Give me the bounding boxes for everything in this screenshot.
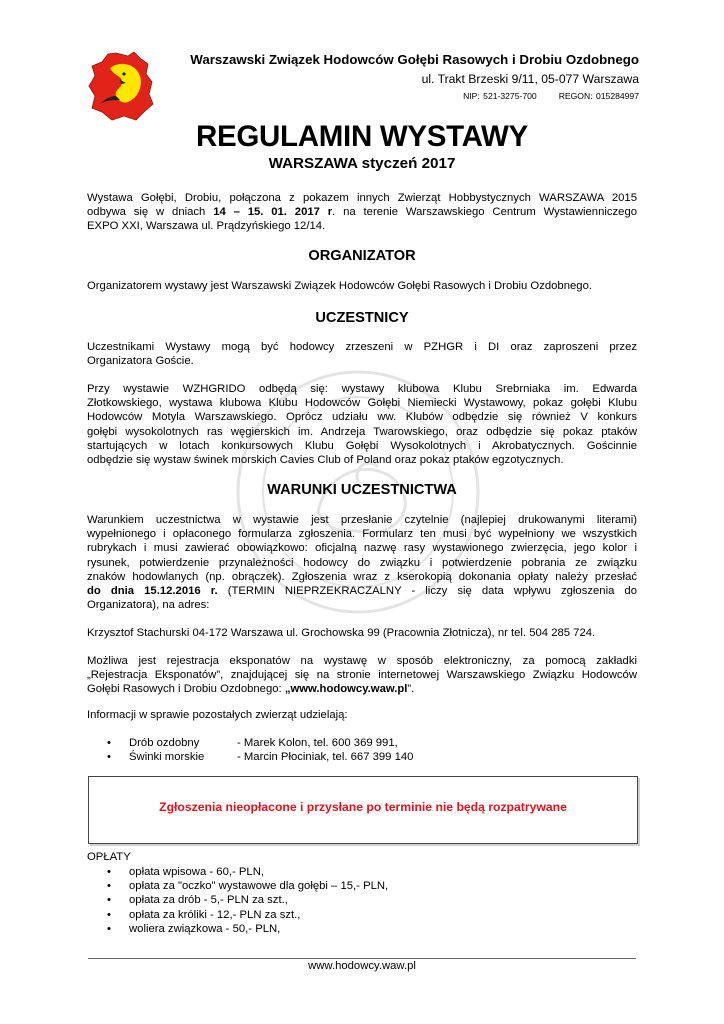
notice-text: Zgłoszenia nieopłacone i przysłane po terminie nie będą rozpatrywane (159, 800, 567, 814)
text-line: startujących w lotach konkursowych Klubu Gołębi Wysokolotnych i Akrobatycznych. Gościnnie (87, 439, 637, 452)
text-line: odbędzie się wystaw świnek morskich Cavies Club of Poland oraz pokaz ptaków egzotycznych. (87, 454, 564, 467)
page-title: REGULAMIN WYSTAWY (196, 120, 528, 153)
text-line: rubrykach i musi zawierać obowiązkowo: oficjalną nazwę rasy wystawionego zwierzęcia, jego kolor i (87, 542, 637, 555)
fee-text: opłata za "oczko" wystawowe dla gołębi – 15,- PLN, (129, 880, 389, 893)
fee-text: opłata wpisowa - 60,- PLN, (129, 866, 265, 878)
contacts-list (107, 736, 413, 764)
intro-line-1: Wystawa Gołębi, Drobiu, połączona z pokazem innych Zwierząt Hobbystycznych WARSZAWA 2015 (87, 192, 637, 204)
text-line: Możliwa jest rejestracja eksponatów na wystawę w sposób elektroniczny, za pomocą zakładki (87, 655, 637, 667)
text-segment: Gołębi Rasowych i Drobiu Ozdobnego: (87, 683, 285, 696)
list-item (107, 908, 388, 922)
bullet: • (107, 908, 111, 921)
online-registration-paragraph (87, 654, 637, 697)
contact-category: Świnki morskie (129, 751, 205, 764)
fee-text: opłata za drób - 5,- PLN za szt., (129, 894, 288, 907)
header-nip: NIP: 521-3275-700 (463, 91, 537, 101)
text-line: rysunek, potwierdzenie przynależności hodowcy do związku i potwierdzenie pobrania ze związku (87, 556, 637, 569)
fees-title: OPŁATY (87, 851, 131, 863)
text-line: Organizatora Goście. (87, 355, 194, 368)
contact-category: Drób ozdobny (129, 737, 200, 749)
intro-line-3: EXPO XXI, Warszawa ul. Prądzyńskiego 12/14. (87, 220, 326, 233)
list-item (107, 750, 413, 764)
text-line: znaków hodowlanych (np. obrączek). Zgłoszenia wraz z kserokopią dokonania opłaty należy przesłać (87, 570, 637, 583)
website-link[interactable]: „www.hodowcy.waw.pl (284, 683, 408, 696)
fee-text: opłata za króliki - 12,- PLN za szt., (129, 908, 301, 921)
bullet: • (107, 922, 111, 935)
list-item (107, 922, 388, 936)
bullet: • (107, 866, 111, 878)
warunki-paragraph (87, 513, 637, 612)
bullet: • (107, 751, 111, 764)
section-title-organizator: ORGANIZATOR (308, 248, 416, 264)
contact-person: - Marcin Płociniak, tel. 667 399 140 (237, 751, 414, 764)
page-subtitle: WARSZAWA styczeń 2017 (268, 155, 456, 172)
bullet: • (107, 894, 111, 907)
uczestnicy-paragraph-2 (87, 382, 637, 467)
fee-text: woliera związkowa - 50,- PLN, (129, 922, 281, 935)
text-line (87, 584, 637, 598)
fees-list (107, 865, 388, 936)
text-line: Przy wystawie WZHGRIDO odbędą się: wystawy klubowa Klubu Srebrniaka im. Edwarda (87, 383, 637, 395)
list-item (107, 865, 388, 879)
section-title-warunki: WARUNKI UCZESTNICTWA (267, 482, 457, 498)
list-item (107, 893, 388, 907)
footer-divider (88, 958, 636, 959)
header-regon: REGON: 015284997 (558, 91, 639, 101)
header-ids (463, 91, 639, 101)
header-address: ul. Trakt Brzeski 9/11, 05-077 Warszawa (421, 72, 639, 86)
bullet: • (107, 880, 111, 893)
text-line: Organizatora), na adres: (87, 599, 210, 612)
header-organization: Warszawski Związek Hodowców Gołębi Rasowych i Drobiu Ozdobnego (190, 52, 639, 67)
info-intro: Informacji w sprawie pozostałych zwierząt udzielają: (87, 709, 348, 721)
text-line: Hodowców Motyla Warszawskiego. Oprócz udziału ww. Klubów odbędzie się również V konkurs (87, 411, 637, 424)
organizator-paragraph: Organizatorem wystawy jest Warszawski Związek Hodowców Gołębi Rasowych i Drobiu Ozdobnego. (87, 280, 592, 292)
text-line: Złotkowskiego, wystawa klubowa Klubu Hodowców Gołębi Niemiecki Wystawowy, pokaz gołębi Klubu (87, 397, 637, 410)
map-logo-icon (86, 50, 156, 122)
text-line: Warunkiem uczestnictwa w wystawie jest przesłanie czytelnie (najlepiej drukowanymi literami) (87, 514, 637, 526)
text-line: „Rejestracja Eksponatów”, znajdującej się na stronie internetowej Warszawskiego Związku Hodowców (87, 669, 637, 682)
address-paragraph: Krzysztof Stachurski 04-172 Warszawa ul. Grochowska 99 (Pracownia Złotnicza), nr tel. 504 285 724. (87, 627, 596, 639)
section-title-uczestnicy: UCZESTNICY (315, 310, 409, 326)
text-line: wypełnionego i opłaconego formularza zgłoszenia. Formularz ten musi być wypełniony we wszystkich (87, 528, 637, 541)
deadline-date: do dnia 15.12.2016 r. (87, 585, 218, 598)
text-line: gołębi wysokolotnych ras węgierskich im. Andrzeja Twarowskiego, oraz odbędzie się pokaz ptaków (87, 425, 637, 438)
list-item (107, 736, 413, 750)
intro-paragraph (87, 191, 637, 234)
footer-url[interactable]: www.hodowcy.waw.pl (308, 960, 416, 972)
deadline-note: (TERMIN NIEPRZEKRACZALNY - liczy się data wpływu zgłoszenia do (217, 585, 637, 598)
exhibition-dates: 14 – 15. 01. 2017 r (213, 206, 333, 219)
intro-text-2: . na terenie Warszawskiego Centrum Wystawienniczego (332, 206, 638, 219)
uczestnicy-paragraph-1 (87, 340, 637, 368)
notice-box (88, 776, 638, 844)
list-item (107, 879, 388, 893)
intro-line-2 (87, 205, 637, 219)
intro-text: odbywa się w dniach (87, 206, 206, 219)
text-segment: ”. (407, 683, 415, 696)
contact-person: - Marek Kolon, tel. 600 369 991, (237, 737, 398, 749)
bullet: • (107, 737, 111, 749)
text-line: Uczestnikami Wystawy mogą być hodowcy zrzeszeni w PZHGR i DI oraz zaproszeni przez (87, 341, 637, 353)
text-line (87, 682, 637, 696)
